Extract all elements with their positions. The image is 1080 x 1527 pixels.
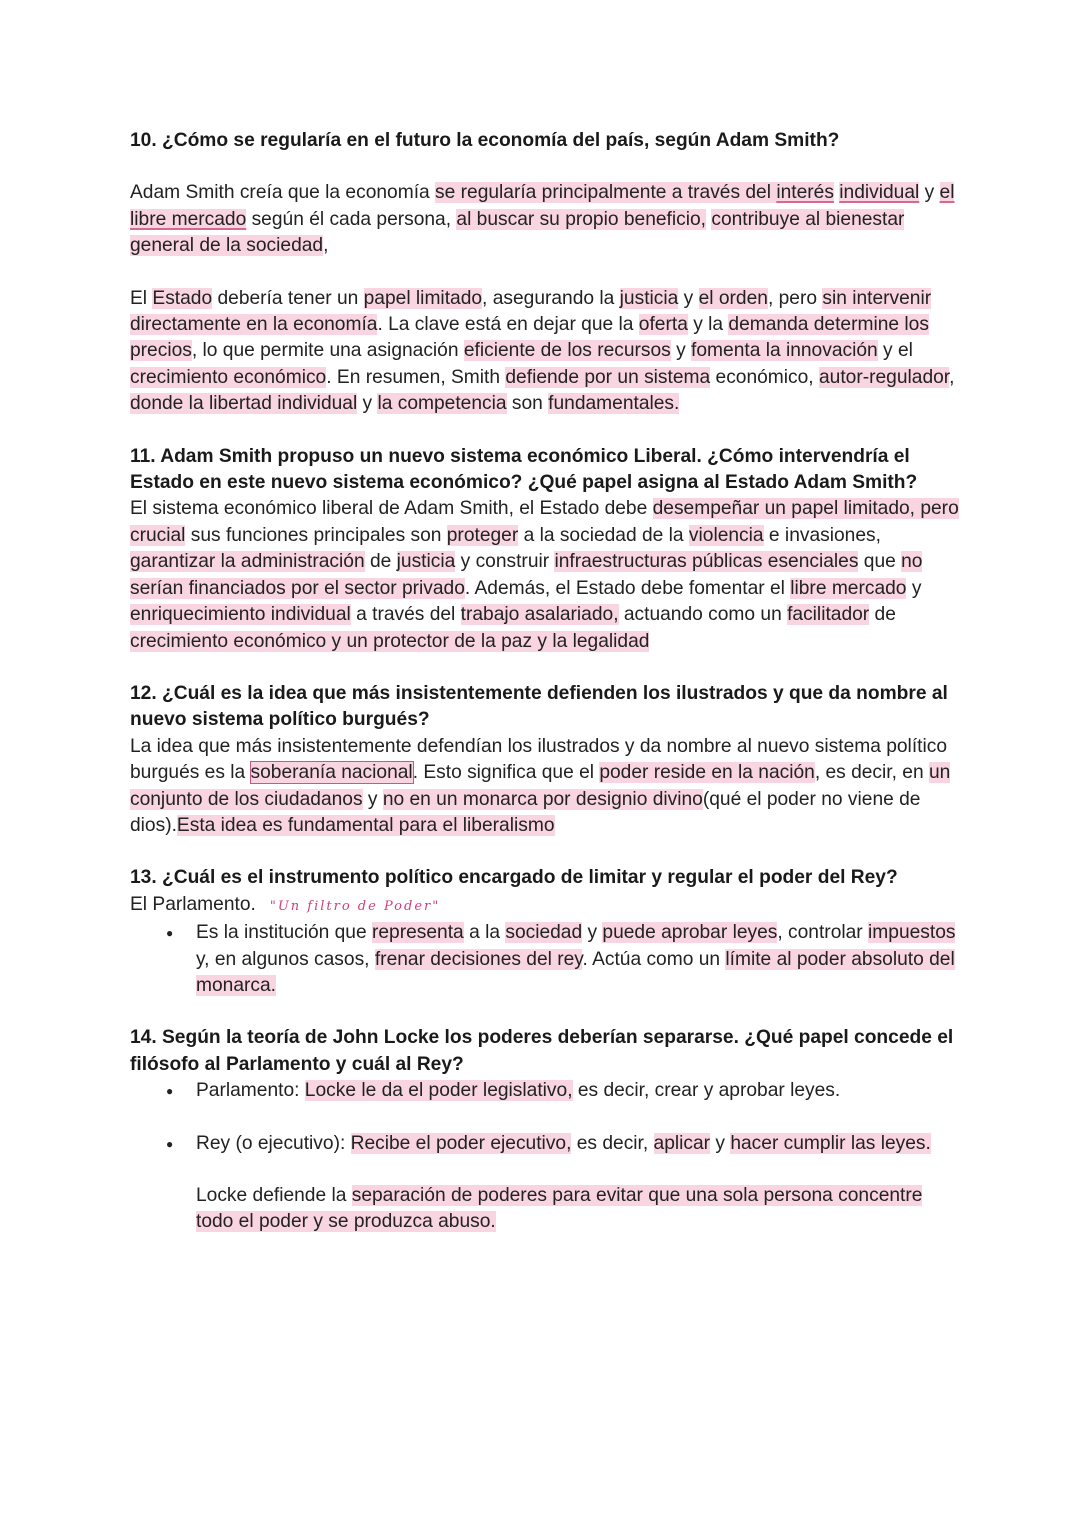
- text-segment: y: [357, 393, 378, 415]
- highlighted-text: justicia: [619, 287, 679, 309]
- text-segment: actuando como un: [618, 604, 788, 626]
- text-segment: . Actúa como un: [582, 948, 726, 970]
- highlighted-text: se regularía principalmente a través del: [435, 182, 777, 204]
- highlighted-text: fomenta la innovación: [691, 340, 878, 362]
- text-segment: y construir: [455, 551, 555, 573]
- question-10-title: 10. ¿Cómo se regularía en el futuro la economía del país, según Adam Smith?: [130, 130, 840, 151]
- text-segment: , asegurando la: [482, 287, 620, 309]
- text-segment: , pero: [767, 287, 823, 309]
- handwritten-note: "Un filtro de Poder": [269, 898, 441, 914]
- text-segment: Parlamento:: [196, 1080, 305, 1102]
- text-segment: a través del: [350, 604, 461, 626]
- highlighted-text: límite al poder absoluto del monarca.: [196, 948, 955, 996]
- question-12-answer: [130, 734, 960, 840]
- highlighted-text: desempeñar un papel limitado, pero crucial: [130, 498, 959, 546]
- text-segment: y, en algunos casos,: [196, 948, 375, 970]
- highlighted-text: al buscar su propio beneficio,: [456, 208, 706, 230]
- highlighted-text: justicia: [396, 551, 456, 573]
- text-segment: es decir, crear y aprobar leyes.: [572, 1080, 841, 1102]
- highlighted-text: libre mercado: [790, 577, 907, 599]
- question-13-title: 13. ¿Cuál es el instrumento político encargado de limitar y regular el poder del Rey?: [130, 867, 898, 889]
- text-segment: La idea que más insistentemente defendían los ilustrados y da nombre al nuevo sistema político burgués es la: [130, 735, 948, 784]
- highlighted-text: interés: [776, 182, 834, 204]
- text-segment: . En resumen, Smith: [326, 366, 506, 388]
- highlighted-text: eficiente de los recursos: [463, 340, 671, 362]
- highlighted-text: no serían financiados por el sector privado: [130, 551, 923, 599]
- highlighted-text: fundamentales.: [548, 393, 680, 415]
- text-segment: . Esto significa que el: [412, 762, 600, 784]
- bullet-item-rey: [196, 1131, 960, 1157]
- question-13-answer: [130, 892, 960, 920]
- text-segment: económico,: [710, 366, 819, 388]
- text-segment: de: [869, 604, 896, 626]
- text-segment: y: [906, 577, 922, 599]
- bullet-item-parlamento: [196, 1078, 960, 1104]
- text-segment: ,: [949, 366, 955, 388]
- highlighted-text: enriquecimiento individual: [130, 604, 351, 626]
- text-segment: , lo que permite una asignación: [191, 340, 464, 362]
- question-11-answer: [130, 496, 960, 654]
- text-segment: Locke defiende la: [196, 1185, 352, 1206]
- highlighted-text: no en un monarca por designio divino: [382, 788, 703, 810]
- spacer: [196, 1105, 960, 1131]
- document-page: [130, 128, 960, 1236]
- text-segment: y: [678, 287, 699, 309]
- highlighted-text: puede aprobar leyes: [602, 922, 778, 944]
- highlighted-text: separación de poderes para evitar que una sola persona concentre todo el poder y se produzca abuso.: [196, 1185, 923, 1233]
- highlighted-text: demanda determine los precios: [130, 314, 929, 362]
- text-segment: a la: [463, 922, 506, 944]
- text-segment: , es decir, en: [814, 762, 929, 784]
- text-segment: (qué el poder no viene de dios).: [130, 788, 921, 836]
- text-segment: y: [670, 340, 692, 362]
- highlighted-text: violencia: [688, 524, 764, 546]
- highlighted-text: poder reside en la nación: [599, 762, 815, 784]
- question-14-title: 14. Según la teoría de John Locke los poderes deberían separarse. ¿Qué papel concede el filósofo al Parlamento y cuál al Rey?: [130, 1027, 954, 1075]
- text-segment: de: [364, 551, 397, 573]
- highlighted-text: papel limitado: [363, 287, 483, 309]
- question-10-answer-p1: [130, 180, 960, 259]
- question-13-answer-text: El Parlamento.: [130, 893, 256, 915]
- text-segment: y: [582, 922, 603, 944]
- highlighted-text: crecimiento económico y un protector de la paz y la legalidad: [130, 630, 650, 652]
- text-segment: es decir,: [571, 1132, 654, 1154]
- text-segment: a la sociedad de la: [518, 524, 689, 546]
- highlighted-text: individual: [839, 182, 920, 204]
- text-segment: sus funciones principales son: [185, 524, 447, 546]
- highlighted-text: Estado: [152, 287, 213, 309]
- highlighted-text: frenar decisiones del rey: [374, 948, 583, 970]
- text-segment: y la: [687, 314, 729, 336]
- highlighted-text: representa: [372, 922, 464, 944]
- text-segment: son: [506, 393, 549, 415]
- highlighted-text: oferta: [638, 314, 688, 336]
- highlighted-text: el orden: [698, 287, 768, 309]
- text-segment: e invasiones,: [763, 524, 881, 546]
- highlighted-text: impuestos: [868, 922, 956, 944]
- text-segment: El sistema económico liberal de Adam Smith, el Estado debe: [130, 498, 653, 520]
- text-segment: y: [919, 182, 940, 204]
- text-segment: Rey (o ejecutivo):: [196, 1132, 351, 1154]
- highlighted-text: autor-regulador: [818, 366, 950, 388]
- highlighted-text: un conjunto de los ciudadanos: [130, 762, 951, 810]
- highlighted-text: la competencia: [377, 393, 507, 415]
- highlighted-text: el libre mercado: [130, 182, 955, 230]
- highlighted-text: crecimiento económico: [130, 366, 327, 388]
- highlighted-text: trabajo asalariado,: [460, 604, 619, 626]
- highlighted-text: hacer cumplir las leyes.: [730, 1132, 931, 1154]
- highlighted-text: defiende por un sistema: [505, 366, 711, 388]
- text-segment: , controlar: [777, 922, 869, 944]
- highlighted-text: Recibe el poder ejecutivo,: [350, 1132, 572, 1154]
- text-segment: . La clave está en dejar que la: [377, 314, 639, 336]
- boxed-term: soberanía nacional: [250, 762, 413, 784]
- highlighted-text: Esta idea es fundamental para el liberalismo: [176, 814, 555, 836]
- question-10-answer-p2: [130, 286, 960, 418]
- highlighted-text: garantizar la administración: [130, 551, 365, 573]
- highlighted-text: sociedad: [505, 922, 583, 944]
- text-segment: Es la institución que: [196, 922, 372, 944]
- highlighted-text: sin intervenir directamente en la economía: [130, 287, 932, 336]
- text-segment: El: [130, 287, 153, 309]
- highlighted-text: contribuye al bienestar general de la sociedad: [130, 208, 905, 257]
- highlighted-text: facilitador: [787, 604, 870, 626]
- text-segment: según él cada persona,: [246, 208, 457, 230]
- text-segment: . Además, el Estado debe fomentar el: [464, 577, 791, 599]
- question-12-title: 12. ¿Cuál es la idea que más insistentemente defienden los ilustrados y que da nombre al nuevo sistema político burgués?: [130, 682, 948, 731]
- text-segment: y: [710, 1132, 731, 1154]
- bullet-item: [196, 920, 960, 999]
- highlighted-text: proteger: [446, 524, 519, 546]
- highlighted-text: Locke le da el poder legislativo,: [304, 1080, 573, 1102]
- text-segment: ,: [323, 235, 329, 257]
- question-14-conclusion: [130, 1183, 960, 1236]
- highlighted-text: donde la libertad individual: [130, 393, 358, 415]
- highlighted-text: aplicar: [653, 1132, 711, 1154]
- text-segment: debería tener un: [212, 287, 364, 309]
- text-segment: que: [858, 551, 902, 573]
- question-13-bullets: [130, 920, 960, 999]
- highlighted-text: infraestructuras públicas esenciales: [554, 551, 859, 573]
- text-segment: y: [362, 788, 383, 810]
- text-segment: y el: [877, 340, 913, 362]
- question-14-bullets: [130, 1078, 960, 1157]
- text-segment: Adam Smith creía que la economía: [130, 182, 436, 204]
- question-11-title: 11. Adam Smith propuso un nuevo sistema económico Liberal. ¿Cómo intervendría el Estado en este nuevo sistema económico? ¿Qué papel asigna al Estado Adam Smith?: [130, 445, 918, 494]
